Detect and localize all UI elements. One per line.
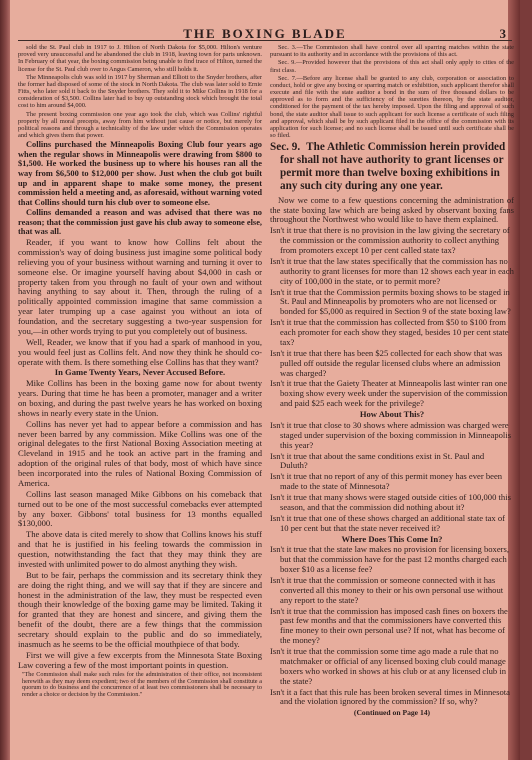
paragraph: Collins has never yet had to appear before a commission and has never been barred by any commission. Mike Collins was one of the original delegates to the first National Boxing Association meeting at Cleveland in 1915 and he took an active part in the framing and adoption of the original rules of that body, most of which have since been incorporated into the rules of National Boxing Commission of America. [18,418,262,488]
paragraph: Reader, if you want to know how Collins felt about the commission's way of doing business just imagine some political body relieving you of your business without warning and turning it over to someone else. Or imagine yourself having about $4,000 in cash or property taken from you through no fault of your own and without having anything to say about it. Then, through the ruling of a politically appointed commission imagine that same commission a year later trumping up a case against you without an iota of foundation, and the secretary suggesting a two-year suspension for you,—in other words trying to put you completely out of business. [18,237,262,336]
paragraph: The Minneapolis club was sold in 1917 by Sherman and Elliott to the Snyder brothers, after the former had disposed of some of the stock in North Dakota. The club was later sold to Ernie Fitts, who later sold it back to the Snyder brothers. They sold it to Mike Collins in 1918 for a consideration of $3,500. Collins later had to buy up outstanding stock which brought the total cost to him around $4,000. [18,73,262,110]
bold-paragraph: Collins demanded a reason and was advised that there was no reason; that the commission just gave his club away to someone else, that was all. [18,208,262,237]
publication-title: THE BOXING BLADE [183,26,347,41]
subheading: Where Does This Come In? [341,533,443,544]
question: Isn't it true that the commission some time ago made a rule that no matchmaker or official of any licensed boxing club could manage boxers who worked in shows at his club or at any licensed club in the state? [270,646,507,686]
question: Isn't it true that the Commission permits boxing shows to be staged in St. Paul and Minneapolis by promoters who are not licensed or bonded for $5,000 as required in Section 9 of the state boxing law? [270,286,511,317]
question: Isn't it true that no report of any of this permit money has ever been made to the state of Minnesota? [270,471,503,492]
question: Isn't it true that the Gaiety Theater at Minneapolis last winter ran one boxing show every week under the supervision of the commission and paid $25 each week for the privilege? [270,378,508,409]
paragraph: Sec. 9.—Provided however that the provisions of this act shall only apply to cities of the first class. [270,59,514,74]
right-column [270,44,514,756]
left-column [18,44,262,756]
question: Isn't it true that the state law makes no provision for licensing boxers, but that the commission have for the past 12 months charged each boxer $10 as a license fee? [270,544,510,575]
subheading: How About This? [359,409,425,420]
continuation-note: (Continued on Page 14) [353,708,431,718]
book-binding [0,0,10,760]
section-text: The Athletic Commission herein provided for shall not have authority to grant licenses or permit more than twelve boxing exhibitions in any such city during any one year. [280,141,506,192]
question: Isn't it true that there has been $25 collected for each show that was pulled off outside the regular licensed clubs where an admission was charged? [270,347,503,378]
law-excerpt: "The Commission shall make such rules for the administration of their office, not inconsistent herewith as they may deem expedient; two of the members of the Commission shall constitute a quorum to do business and the concurrence of at least two commissioners shall be necessary to render a choice or decision by the Commission." [22,670,262,699]
question: Isn't it true that about the same conditions exist in St. Paul and Duluth? [270,450,485,471]
section-9-heading [270,141,514,193]
magazine-page [10,0,520,760]
question: Isn't it true that many shows were staged outside cities of 100,000 this season, and that the commission did nothing about it? [270,492,511,512]
question: Isn't it true that the law states specifically that the commission has no authority to grant licenses for more than 12 shows each year in each city of 100,000 in the state, or to permit more? [270,255,514,286]
bold-paragraph: Collins purchased the Minneapolis Boxing Club four years ago when the regular shows in Minneapolis were drawing from $800 to $1,500. He worked the business up to where his houses ran all the way from $6,500 to $12,000 per show. Just when the club got built up and in apparent shape to make some money, the present commission held a meeting and, as aforesaid, without warning voted that Collins should turn his club over to someone else. [18,140,262,207]
question: Isn't it true that the commission or someone connected with it has converted all this money to their or his own personal use without any report to the state? [270,574,504,605]
paragraph: Now we come to a few questions concerning the administration of the state boxing law which are being asked by observant boxing fans throughout the Northwest who would like to have them explained. [270,194,514,225]
paragraph: First we will give a few excerpts from the Minnesota State Boxing Law covering a few of the most important points in question. [18,649,262,670]
paragraph: But to be fair, perhaps the commission and its secretary think they are doing the right thing, and we will say that if they are sincere and honest in the administration of the law, they must be respected even though their knowledge of the boxing game may be limited. Taking it for granted that they are honest and sincere, and giving them the benefit of the doubt, there are a few things that the commission secretary should explain to the public and do so immediately, inasmuch as he seems to be the official mouthpiece of that body. [18,569,262,649]
header-rule [18,40,512,41]
question: Isn't it true that the commission has imposed cash fines on boxers the past few months and that the commissioners have converted this fine money to their own personal use? If not, what has become of the money? [270,605,508,646]
question: Isn't it true that close to 30 shows where admission was charged were staged under supervision of the boxing commission in Minneapolis this year? [270,419,512,450]
page-number: 3 [499,26,508,41]
paragraph: sold the St. Paul club in 1917 to J. Hilton of North Dakota for $5,000. Hilton's venture proved very unsuccessful and he abandoned the club in 1918, leaving town for parts unknown. In February of that year, the boxing commission being unable to find trace of Hilton, turned the license for the St. Paul club over to Angus Cameron, who still holds it. [18,44,262,73]
question: Isn't it a fact that this rule has been broken several times in Minnesota and the violation ignored by the commission? If so, why? [270,686,510,707]
subheading: In Game Twenty Years, Never Accused Before. [54,367,226,378]
paragraph: The above data is cited merely to show that Collins knows his stuff and that he is justified in his feeling towards the commission in question, notwithstanding the fact that they may think they are invested with unlimited power to do almost anything they wish. [18,529,262,569]
question: Isn't it true that one of these shows charged an additional state tax of 10 per cent but that the state never received it? [270,512,506,533]
question: Isn't it true that the commission has collected from $50 to $100 from each promoter for each show they staged, besides 10 per cent state tax? [270,317,509,347]
paragraph: Sec. 3.—The Commission shall have control over all sparring matches within the state pursuant to its authority and in accordance with the provisions of this act. [270,44,514,59]
paragraph: The present boxing commission one year ago took the club, which was Collins' rightful property by all moral precepts, away from him without just cause or notice, but merely for political reasons and through a technicality of the law under which the Commission operates and which gives them that power. [18,110,262,140]
question: Isn't it true that there is no provision in the law giving the secretary of the commission or the commission authority to collect anything from promoters except 10 per cent called state tax? [270,225,510,256]
paragraph: Sec. 7.—Before any license shall be granted to any club, corporation or association to conduct, hold or give any boxing or sparring match or exhibition, such applicant therefor shall execute and file with the state auditor a bond in the sum of five thousand dollars to be approved as to form and the sufficiency of the sureties thereon, by the state auditor, conditioned for the payment of the tax hereby imposed. Upon the filing and approval of such bond, the state auditor shall issue to such applicant for such license a certificate of such filing and approval, which shall be by such applicant filed in the office of the commission with its application for such license; and no such license shall be issued until such certificate shall be so filed. [270,74,514,140]
paragraph: Collins last season managed Mike Gibbons on his comeback that turned out to be one of the most successful comebacks ever attempted by any boxer. Gibbons' total business for 13 months equalled $130,000. [18,488,262,529]
paragraph: Well, Reader, we know that if you had a spark of manhood in you, you would feel just as Collins felt. And now they think he should co-operate with them. Is there something else Collins has that they want? [18,336,262,367]
paragraph: Mike Collins has been in the boxing game now for about twenty years. During that time he has been a promoter, manager and a writer on boxing, and during the past twelve years he has worked on boxing shows in nearly every state in the Union. [18,378,262,418]
section-label: Sec. 9. [270,141,301,154]
